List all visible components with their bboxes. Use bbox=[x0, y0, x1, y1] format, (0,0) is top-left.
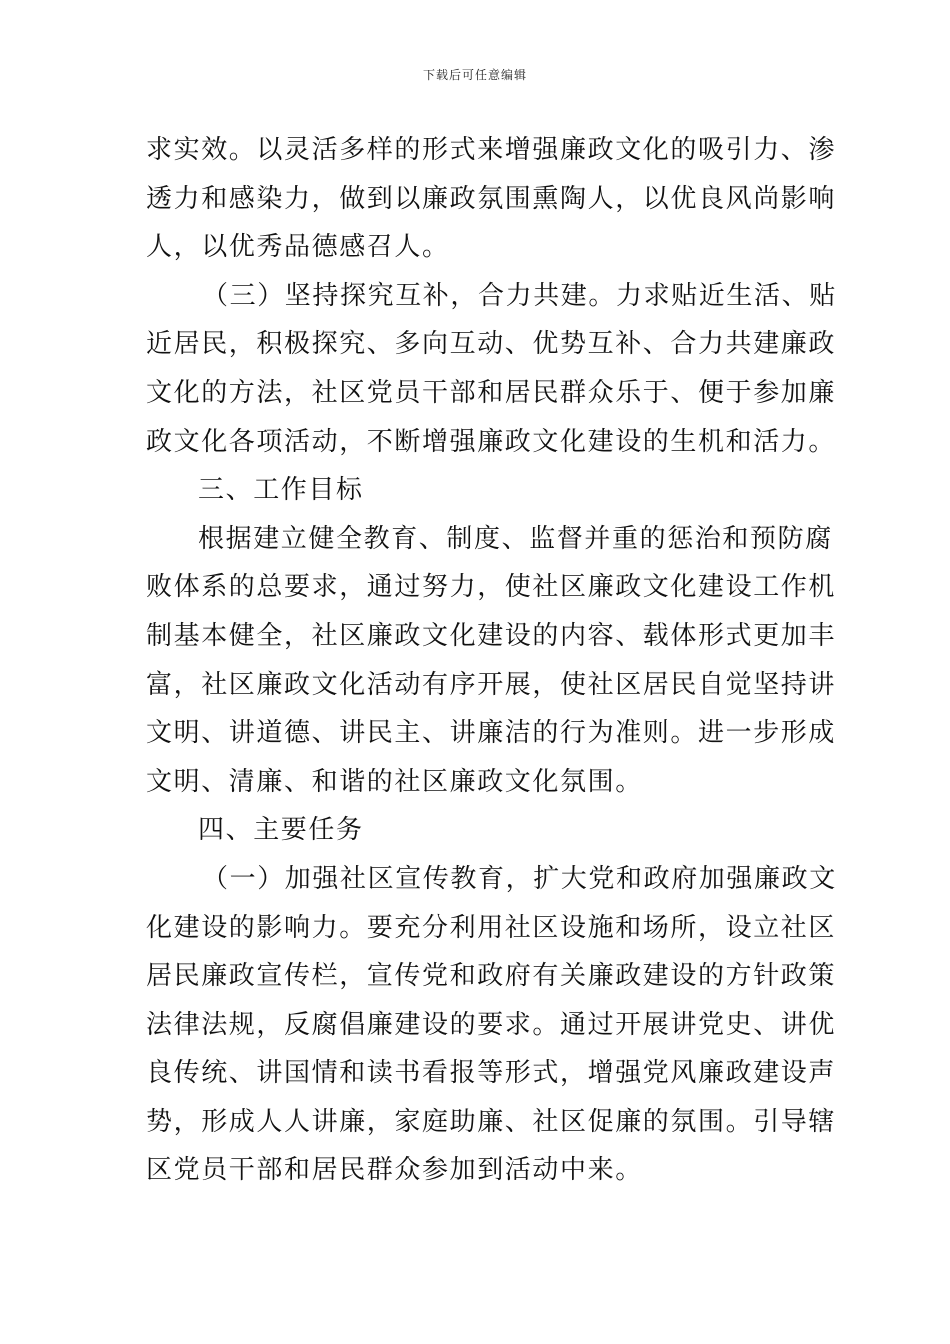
body-text bbox=[146, 126, 837, 1195]
section-heading: 三、工作目标 bbox=[198, 475, 364, 506]
text-line: 居民廉政宣传栏，宣传党和政府有关廉政建设的方针政策 bbox=[146, 961, 837, 992]
text-line: （三）坚持探究互补，合力共建。力求贴近生活、贴 bbox=[202, 280, 837, 311]
text-line: 求实效。以灵活多样的形式来增强廉政文化的吸引力、渗 bbox=[146, 135, 837, 165]
text-line: 政文化各项活动，不断增强廉政文化建设的生机和活力。 bbox=[146, 426, 837, 457]
section-heading: 四、主要任务 bbox=[198, 815, 364, 846]
header-note: 下载后可任意编辑 bbox=[422, 68, 527, 82]
text-line: 法律法规，反腐倡廉建设的要求。通过开展讲党史、讲优 bbox=[146, 1009, 837, 1040]
text-line: 透力和感染力，做到以廉政氛围熏陶人，以优良风尚影响 bbox=[146, 183, 837, 214]
text-line: 人，以优秀品德感召人。 bbox=[146, 232, 450, 263]
text-line: 近居民，积极探究、多向互动、优势互补、合力共建廉政 bbox=[146, 329, 837, 360]
text-line: 良传统、讲国情和读书看报等形式，增强党风廉政建设声 bbox=[146, 1058, 837, 1089]
text-line: 文化的方法，社区党员干部和居民群众乐于、便于参加廉 bbox=[146, 377, 837, 408]
text-line: 败体系的总要求，通过努力，使社区廉政文化建设工作机 bbox=[146, 572, 837, 603]
text-line: （一）加强社区宣传教育，扩大党和政府加强廉政文 bbox=[202, 863, 837, 894]
text-line: 化建设的影响力。要充分利用社区设施和场所，设立社区 bbox=[146, 912, 837, 943]
text-line: 势，形成人人讲廉，家庭助廉、社区促廉的氛围。引导辖 bbox=[146, 1106, 837, 1137]
text-line: 文明、讲道德、讲民主、讲廉洁的行为准则。进一步形成 bbox=[146, 718, 837, 749]
text-line: 文明、清廉、和谐的社区廉政文化氛围。 bbox=[146, 766, 643, 797]
text-line: 制基本健全，社区廉政文化建设的内容、载体形式更加丰 bbox=[146, 620, 837, 651]
text-line: 根据建立健全教育、制度、监督并重的惩治和预防腐 bbox=[198, 523, 833, 554]
text-line: 区党员干部和居民群众参加到活动中来。 bbox=[146, 1155, 643, 1186]
text-line: 富，社区廉政文化活动有序开展，使社区居民自觉坚持讲 bbox=[146, 669, 837, 700]
